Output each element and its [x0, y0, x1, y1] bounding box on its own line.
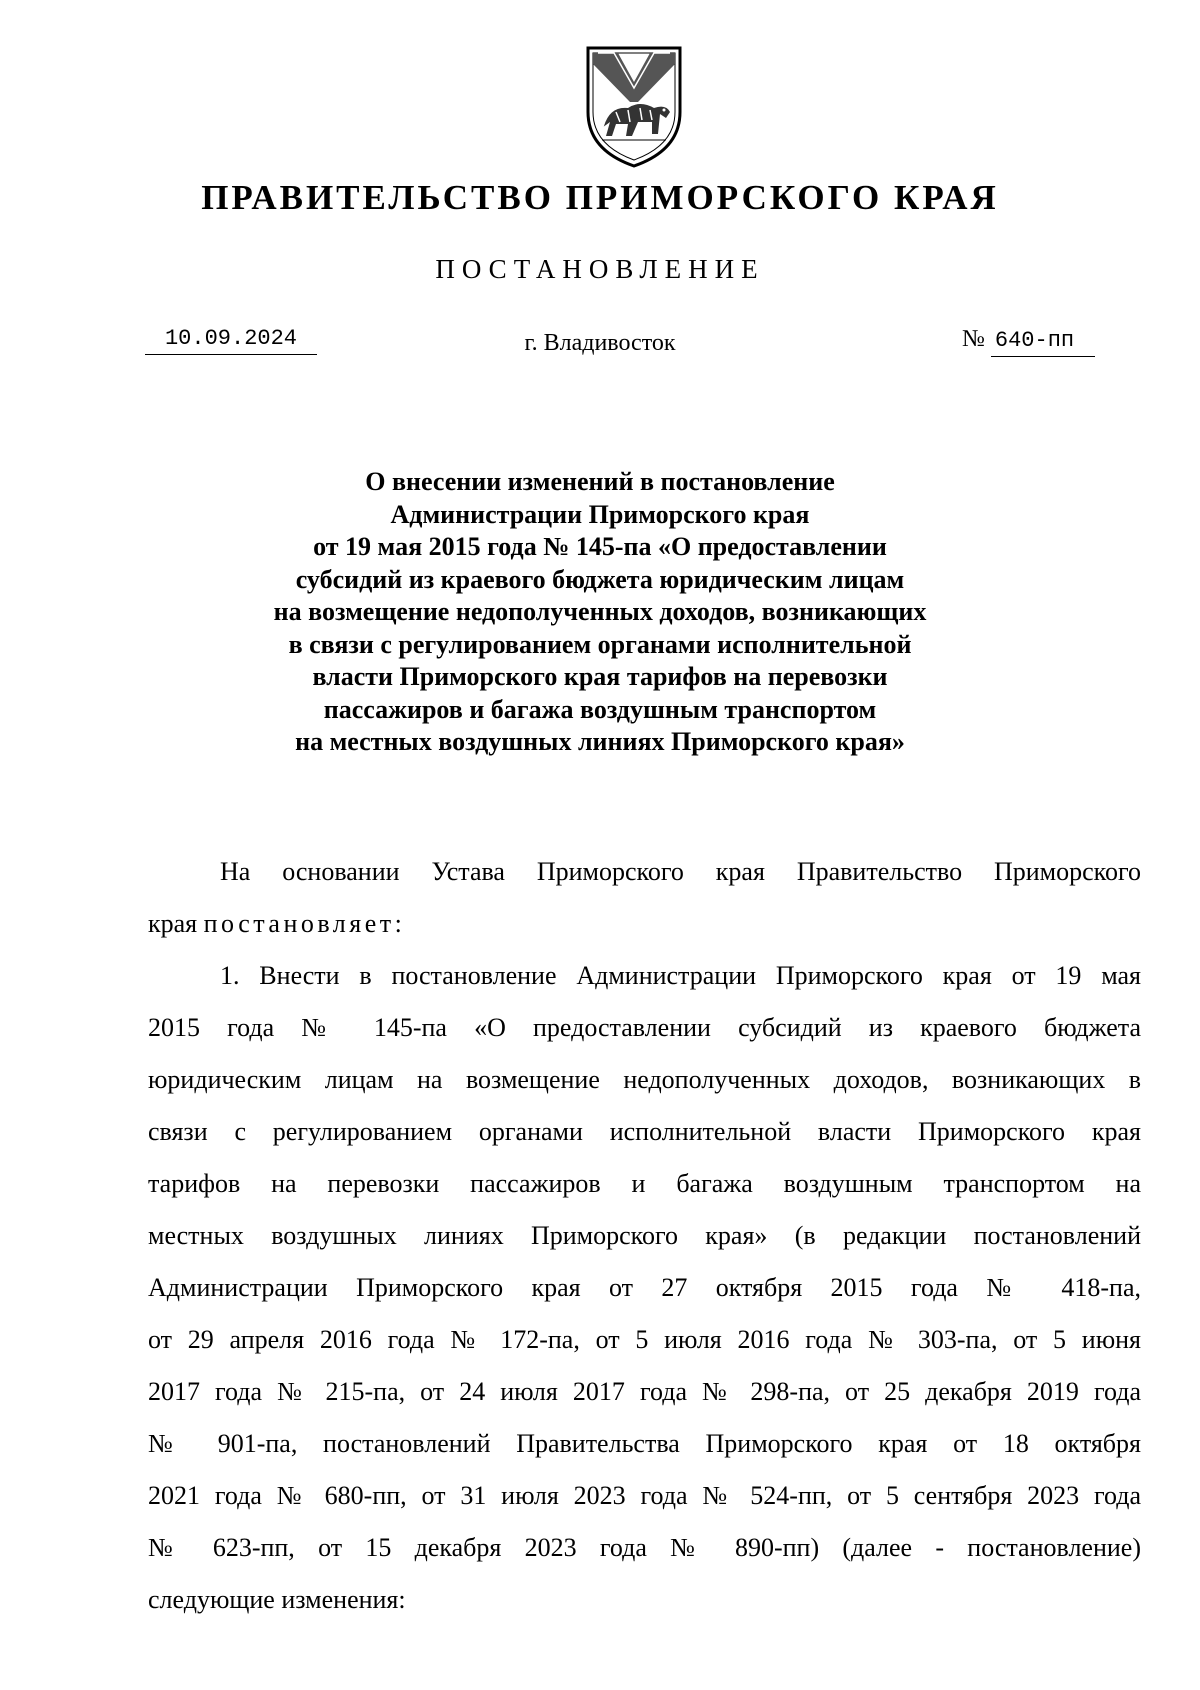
number-value: 640-пп: [991, 328, 1095, 357]
item1-line: юридическим лицам на возмещение недополученных доходов, возникающих в: [148, 1065, 1141, 1094]
document-date: 10.09.2024: [145, 326, 317, 355]
preamble-line: На основании Устава Приморского края Правительство Приморского: [220, 857, 1141, 886]
heading-line: пассажиров и багажа воздушным транспортом: [323, 694, 877, 724]
coat-of-arms-emblem: [580, 42, 688, 170]
item1-line: тарифов на перевозки пассажиров и багажа воздушным транспортом на: [148, 1169, 1141, 1198]
item1-line: от 29 апреля 2016 года № 172-па, от 5 июля 2016 года № 303-па, от 5 июня: [148, 1325, 1141, 1354]
item1-line: следующие изменения:: [148, 1585, 406, 1614]
item1-line: 2015 года № 145-па «О предоставлении субсидий из краевого бюджета: [148, 1013, 1141, 1042]
item1-line: № 623-пп, от 15 декабря 2023 года № 890-пп) (далее - постановление): [148, 1533, 1141, 1562]
item1-line: Администрации Приморского края от 27 октября 2015 года № 418-па,: [148, 1273, 1141, 1302]
preamble-line: [148, 898, 1141, 950]
heading-line: субсидий из краевого бюджета юридическим лицам: [295, 564, 905, 594]
heading-line: на местных воздушных линиях Приморского края»: [295, 727, 905, 756]
item1-line: 2017 года № 215-па, от 24 июля 2017 года № 298-па, от 25 декабря 2019 года: [148, 1377, 1141, 1406]
government-title: ПРАВИТЕЛЬСТВО ПРИМОРСКОГО КРАЯ: [201, 178, 999, 217]
item1-line: местных воздушных линиях Приморского края» (в редакции постановлений: [148, 1221, 1141, 1250]
document-number: [962, 326, 1095, 357]
heading-line: О внесении изменений в постановление: [365, 467, 835, 496]
document-type: ПОСТАНОВЛЕНИЕ: [435, 254, 765, 284]
preamble-word: края: [148, 909, 198, 938]
heading-line: на возмещение недополученных доходов, возникающих: [273, 597, 927, 626]
item1-line: 1. Внести в постановление Администрации Приморского края от 19 мая: [220, 961, 1141, 990]
document-city: г. Владивосток: [524, 330, 676, 356]
number-sign: №: [962, 326, 985, 352]
heading-line: Администрации Приморского края: [390, 499, 810, 529]
heading-line: от 19 мая 2015 года № 145-па «О предоставлении: [313, 532, 887, 561]
heading-line: в связи с регулированием органами исполнительной: [288, 629, 912, 659]
document-body: [148, 846, 1141, 1626]
document-heading: [200, 466, 1000, 759]
item1-line: связи с регулированием органами исполнительной власти Приморского края: [148, 1117, 1141, 1146]
preamble-resolves: постановляет:: [203, 909, 406, 938]
heading-line: власти Приморского края тарифов на перевозки: [312, 662, 888, 691]
item1-line: № 901-па, постановлений Правительства Приморского края от 18 октября: [148, 1429, 1141, 1458]
item1-line: 2021 года № 680-пп, от 31 июля 2023 года № 524-пп, от 5 сентября 2023 года: [148, 1481, 1141, 1510]
